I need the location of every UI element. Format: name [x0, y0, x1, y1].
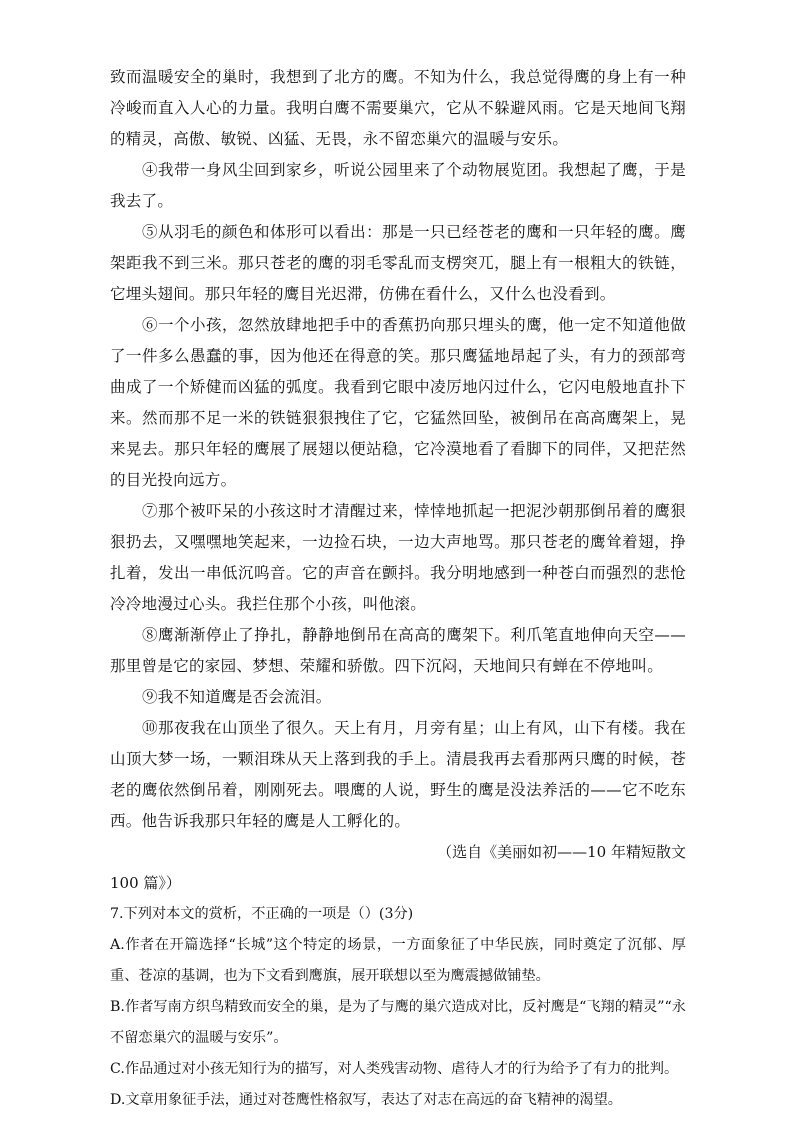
- passage-paragraph-8: ⑧鹰渐渐停止了挣扎，静静地倒吊在高高的鹰架下。利爪笔直地伸向天空——那里曾是它的家园、梦想、荣耀和骄傲。四下沉闷，天地间只有蝉在不停地叫。: [110, 626, 686, 675]
- question-stem: 7.下列对本文的赏析，不正确的一项是（）(3分): [110, 906, 414, 922]
- option-a: A.作者在开篇选择“长城”这个特定的场景，一方面象征了中华民族，同时奠定了沉郁、厚重、苍凉的基调，也为下文看到鹰旗，展开联想以至为鹰震撼做铺垫。: [110, 937, 686, 984]
- passage-source: [110, 837, 686, 899]
- source-line-1: （选自《美丽如初——10 年精短散文: [437, 843, 686, 861]
- passage-paragraph-continued: 致而温暖安全的巢时，我想到了北方的鹰。不知为什么，我总觉得鹰的身上有一种冷峻而直入人心的力量。我明白鹰不需要巢穴，它从不躲避风雨。它是天地间飞翔的精灵，高傲、敏锐、凶猛、无畏，永不留恋巢穴的温暖与安乐。: [110, 68, 686, 148]
- document-page: [110, 62, 686, 1116]
- passage-paragraph-4: ④我带一身风尘回到家乡，听说公园里来了个动物展览团。我想起了鹰，于是我去了。: [110, 161, 686, 210]
- option-c: C.作品通过对小孩无知行为的描写，对人类残害动物、虐待人才的行为给予了有力的批判。: [110, 1061, 679, 1077]
- passage-paragraph-5: ⑤从羽毛的颜色和体形可以看出：那是一只已经苍老的鹰和一只年轻的鹰。鹰架距我不到三米。那只苍老的鹰的羽毛零乱而支楞突兀，腿上有一根粗大的铁链，它埋头翅间。那只年轻的鹰目光迟滞，仿佛在看什么，又什么也没看到。: [110, 223, 686, 303]
- source-line-2: 100 篇》）: [110, 874, 181, 892]
- question-7: [110, 899, 686, 1116]
- option-d: D.文章用象征手法，通过对苍鹰性格叙写，表达了对志在高远的奋飞精神的渴望。: [110, 1092, 622, 1108]
- passage-paragraph-10: ⑩那夜我在山顶坐了很久。天上有月，月旁有星；山上有风，山下有楼。我在山顶大梦一场，一颗泪珠从天上落到我的手上。清晨我再去看那两只鹰的时候，苍老的鹰依然倒吊着，刚刚死去。喂鹰的人说，野生的鹰是没法养活的——它不吃东西。他告诉我那只年轻的鹰是人工孵化的。: [110, 719, 686, 830]
- passage-paragraph-9: ⑨我不知道鹰是否会流泪。: [142, 688, 332, 706]
- passage-paragraph-7: ⑦那个被吓呆的小孩这时才清醒过来，悻悻地抓起一把泥沙朝那倒吊着的鹰狠狠扔去，又嘿嘿地笑起来，一边捡石块，一边大声地骂。那只苍老的鹰耸着翅，挣扎着，发出一串低沉呜音。它的声音在颤抖。我分明地感到一种苍白而强烈的悲怆冷冷地漫过心头。我拦住那个小孩，叫他滚。: [110, 502, 686, 613]
- passage-paragraph-6: ⑥一个小孩，忽然放肆地把手中的香蕉扔向那只埋头的鹰，他一定不知道他做了一件多么愚蠢的事，因为他还在得意的笑。那只鹰猛地昂起了头，有力的颈部弯曲成了一个矫健而凶猛的弧度。我看到它眼中凌厉地闪过什么，它闪电般地直扑下来。然而那不足一米的铁链狠狠拽住了它，它猛然回坠，被倒吊在高高鹰架上，晃来晃去。那只年轻的鹰展了展翅以便站稳，它冷漠地看了看脚下的同伴，又把茫然的目光投向远方。: [110, 316, 686, 489]
- option-b: B.作者写南方织鸟精致而安全的巢，是为了与鹰的巢穴造成对比，反衬鹰是“飞翔的精灵”“永不留恋巢穴的温暖与安乐”。: [110, 999, 686, 1046]
